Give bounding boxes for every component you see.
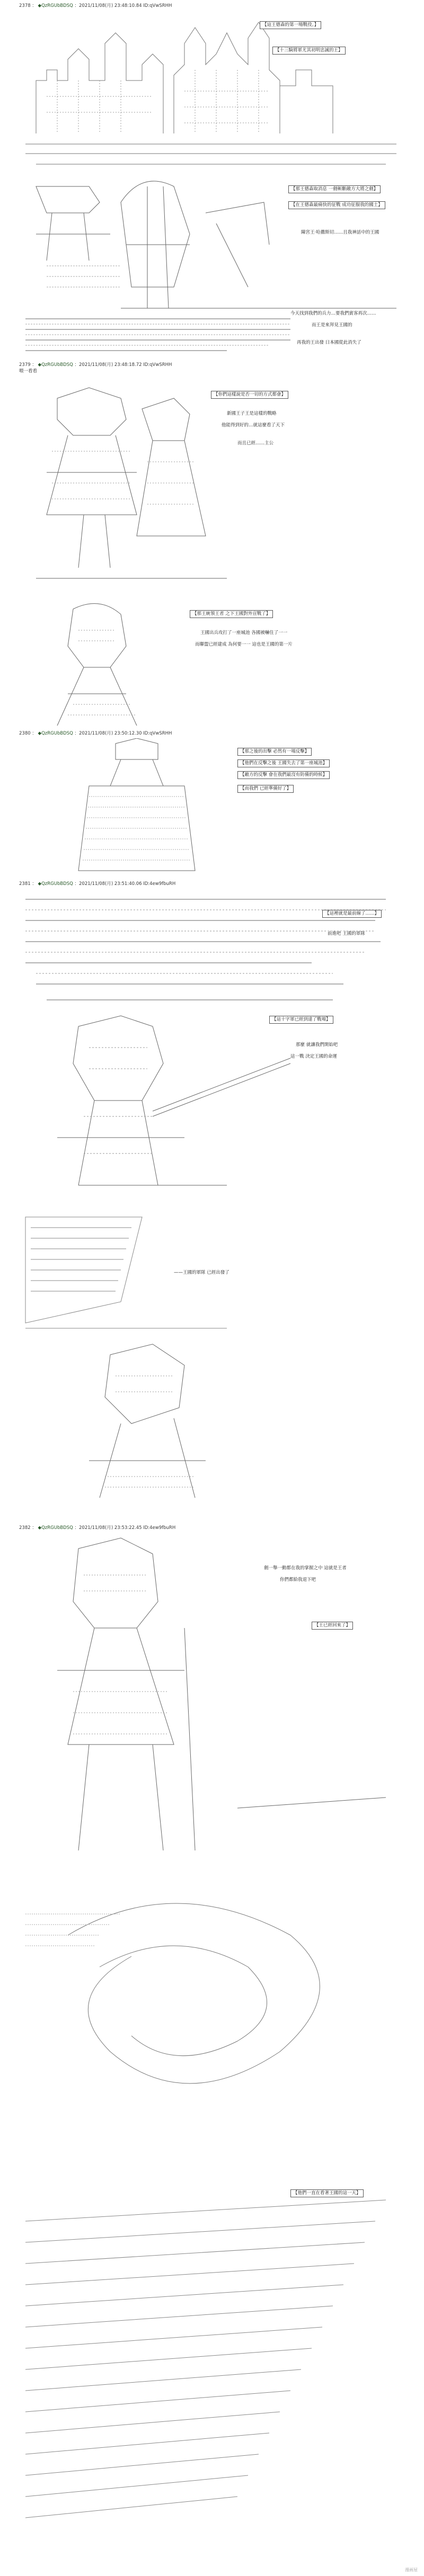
dialogue-text: 王國出兵攻打了一座城池 各國被嚇住了一一: [200, 630, 288, 636]
narration-box: 【這裡就是最前線了……】: [322, 910, 382, 918]
narration-box: 【王已經回來了】: [312, 1622, 353, 1630]
dialogue-text: 今天找到我們的兵力…要我們賓客再次……: [290, 311, 376, 316]
post-meta: ：2021/11/08(月) 23:48:18.72 ID:qVwSRHH: [74, 362, 172, 368]
dialogue-text: 新國王子王是這樣的戰略: [227, 411, 277, 416]
post-extra-line: 喂一看看: [19, 369, 38, 374]
post-number: 2379: [19, 362, 31, 368]
post-header: 2379 ： ◆QzRGUbBDSQ ：2021/11/08(月) 23:48:18.72 ID:qVwSRHH: [19, 362, 172, 368]
post-meta: ：2021/11/08(月) 23:50:12.30 ID:qVwSRHH: [74, 731, 172, 736]
poster-name: ◆QzRGUbBDSQ: [38, 3, 73, 8]
ascii-art-panel-king: [15, 738, 409, 876]
dialogue-text: 那麼 就讓我們開始吧: [296, 1042, 338, 1048]
post-header: 2380 ： ◆QzRGUbBDSQ ：2021/11/08(月) 23:50:12.30 ID:qVwSRHH: [19, 731, 172, 736]
ascii-art-standing-figures: [15, 377, 409, 598]
ascii-art-panel-battle: [15, 889, 409, 1519]
post-meta: ：2021/11/08(月) 23:51:40.06 ID:4ew9fbuRH: [74, 881, 176, 887]
dialogue-text: 這一戰 決定王國的命運: [290, 1054, 337, 1059]
ascii-art-panel-warriors: [15, 377, 409, 598]
post-meta: ：2021/11/08(月) 23:48:10.84 ID:qVwSRHH: [74, 3, 172, 8]
narration-box: 【敵方的反擊 會在我們最沒有防備的時候】: [237, 771, 330, 779]
dialogue-text: 而且已經……主公: [237, 441, 274, 446]
ascii-art-panel-castle: [15, 12, 409, 360]
narration-box: 【這十字軍已經到達了戰場】: [269, 1016, 333, 1024]
dialogue-text: 而王是來拜見王國的: [312, 323, 352, 328]
post-header: 2378 ： ◆QzRGUbBDSQ ：2021/11/08(月) 23:48:10.84 ID:qVwSRHH: [19, 3, 172, 8]
narration-box: 【他們一直在看著王國的這一天】: [290, 2189, 364, 2197]
poster-name: ◆QzRGUbBDSQ: [38, 362, 73, 368]
ascii-art-battle-scene: [15, 889, 409, 1519]
poster-name: ◆QzRGUbBDSQ: [38, 881, 73, 887]
post-meta: ：2021/11/08(月) 23:53:22.45 ID:4ew9fbuRH: [74, 1525, 176, 1531]
post-number: 2381: [19, 881, 31, 887]
dialogue-text: 他能得到好的…就這麼看了天下: [222, 423, 285, 428]
narration-box: 【那王統領王者 之下王國對外宣戰了】: [190, 610, 273, 618]
post-number: 2378: [19, 3, 31, 8]
narration-box: 【在王德森最痛快的征戰 成功征服我的國土】: [288, 201, 385, 209]
post-header: 2382 ： ◆QzRGUbBDSQ ：2021/11/08(月) 23:53:22.45 ID:4ew9fbuRH: [19, 1525, 176, 1531]
narration-box: 【這王德森的第一場戰役。】: [260, 21, 321, 29]
dialogue-text: 劍一舉一動都在我的掌握之中 這就是王者: [264, 1566, 347, 1571]
dialogue-text: 而聯盟已經建成 為何要一一 這也是王國的第一片: [195, 642, 293, 647]
post-number: 2380: [19, 731, 31, 736]
post-number: 2382: [19, 1525, 31, 1531]
narration-box: 【你們這樣說是否一切的方式都會】: [211, 391, 288, 399]
narration-box: 【那王德森取消息 一劍斬斷敵方大將之劍】: [288, 185, 381, 193]
narration-box: 【那之後的出擊 必然有一場反擊】: [237, 748, 312, 756]
narration-box: 【十三騎將軍尤其初明忠誠的王】: [272, 47, 346, 55]
ascii-art-seated-king: [15, 738, 409, 876]
narration-box: 【他們在反擊之後 王國失去了第一座城池】: [237, 759, 330, 767]
ascii-art-panel-finale: [15, 1533, 409, 2565]
ascii-art-armored-knight: [15, 1533, 409, 2565]
dialogue-text: 你們都給我退下吧: [280, 1577, 316, 1582]
poster-name: ◆QzRGUbBDSQ: [38, 731, 73, 736]
dialogue-text: 前進吧 王國的軍隊: [328, 931, 365, 936]
narration-box: 【而我們 已經準備好了】: [237, 785, 294, 793]
post-header: 2381 ： ◆QzRGUbBDSQ ：2021/11/08(月) 23:51:40.06 ID:4ew9fbuRH: [19, 881, 176, 887]
dialogue-text: 再我的王出發 日本國從此消失了: [297, 340, 361, 345]
poster-name: ◆QzRGUbBDSQ: [38, 1525, 73, 1531]
watermark: 漫画屋: [405, 2568, 418, 2572]
ascii-art-panel-portrait: [15, 598, 409, 728]
dialogue-text: 陳宮王·哈撒斯切……且我神話中的王國: [301, 230, 379, 235]
dialogue-text: ——王國的軍隊 已經出發了: [174, 1270, 229, 1275]
